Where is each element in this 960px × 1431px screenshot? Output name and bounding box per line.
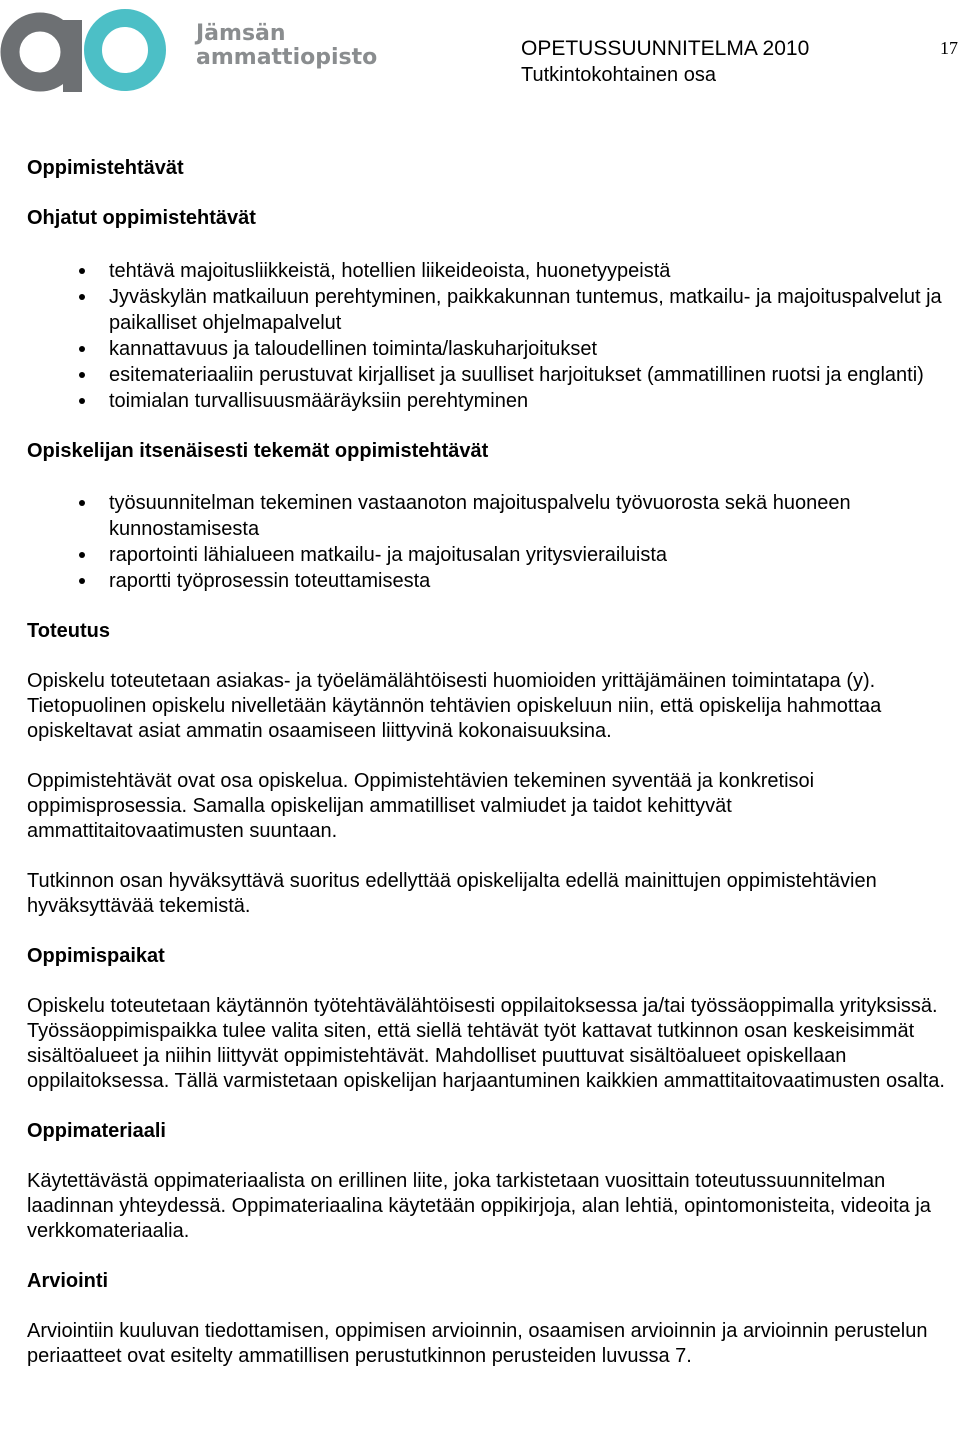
logo-wordmark xyxy=(196,22,377,70)
toteutus-paragraph-1: Opiskelu toteutetaan asiakas- ja työelämälähtöisesti huomioiden yrittäjämäinen toimintatapa (y). Tietopuolinen opiskelu nivelletään käytännön tehtävien opiskeluun niin, että opiskelija hahmottaa opiskeltavat asiat ammatin osaamiseen liittyvinä kokonaisuuksina. xyxy=(27,670,882,742)
list-item: raportointi lähialueen matkailu- ja majoitusalan yritysvierailuista xyxy=(109,542,952,568)
toteutus-paragraph-3: Tutkinnon osan hyväksyttävä suoritus edellyttää opiskelijalta edellä mainittujen oppimistehtävien hyväksyttävää tekemistä. xyxy=(27,870,877,917)
heading-oppimistehtavat: Oppimistehtävät xyxy=(27,157,184,179)
list-item: Jyväskylän matkailuun perehtyminen, paikkakunnan tuntemus, matkailu- ja majoituspalvelut ja paikalliset ohjelmapalvelut xyxy=(109,284,952,336)
list-item: toimialan turvallisuusmääräyksiin perehtyminen xyxy=(109,388,952,414)
logo-mark-icon xyxy=(0,0,170,100)
heading-itsenaiset: Opiskelijan itsenäisesti tekemät oppimistehtävät xyxy=(27,440,489,462)
heading-ohjatut: Ohjatut oppimistehtävät xyxy=(27,207,256,229)
heading-oppimateriaali: Oppimateriaali xyxy=(27,1120,166,1142)
toteutus-paragraph-2: Oppimistehtävät ovat osa opiskelua. Oppimistehtävien tekeminen syventää ja konkretisoi oppimisprosessia. Samalla opiskelijan ammatilliset valmiudet ja taidot kehittyvät ammattitaitovaatimusten suuntaan. xyxy=(27,770,815,842)
heading-arviointi: Arviointi xyxy=(27,1270,109,1292)
logo-line-1: Jämsän xyxy=(196,21,286,46)
heading-toteutus: Toteutus xyxy=(27,620,110,642)
list-item: esitemateriaaliin perustuvat kirjalliset ja suulliset harjoitukset (ammatillinen ruotsi ja englanti) xyxy=(109,362,952,388)
list-item: raportti työprosessin toteuttamisesta xyxy=(109,568,952,594)
list-item: kannattavuus ja taloudellinen toiminta/laskuharjoitukset xyxy=(109,336,952,362)
page-number: 17 xyxy=(940,38,958,58)
jamsan-ammattiopisto-logo xyxy=(0,0,378,100)
oppimateriaali-paragraph: Käytettävästä oppimateriaalista on erillinen liite, joka tarkistetaan vuosittain toteutussuunnitelman laadinnan yhteydessä. Oppimateriaalina käytetään oppikirjoja, alan lehtiä, opintomonisteita, videoita ja verkkomateriaalia. xyxy=(27,1170,931,1242)
ohjatut-list xyxy=(27,258,952,414)
document-subtitle: Tutkintokohtainen osa xyxy=(521,64,716,86)
logo-line-2: ammattiopisto xyxy=(196,45,378,70)
document-title: OPETUSSUUNNITELMA 2010 xyxy=(521,37,810,60)
heading-oppimispaikat: Oppimispaikat xyxy=(27,945,165,967)
itsenaiset-list xyxy=(27,490,952,594)
list-item: tehtävä majoitusliikkeistä, hotellien liikeideoista, huonetyypeistä xyxy=(109,258,952,284)
document-body xyxy=(27,156,952,1369)
arviointi-paragraph: Arviointiin kuuluvan tiedottamisen, oppimisen arvioinnin, osaamisen arvioinnin ja arvioinnin perustelun periaatteet ovat esitelty ammatillisen perustutkinnon perusteiden luvussa 7. xyxy=(27,1320,928,1367)
list-item: työsuunnitelman tekeminen vastaanoton majoituspalvelu työvuorosta sekä huoneen kunnostamisesta xyxy=(109,490,952,542)
oppimispaikat-paragraph: Opiskelu toteutetaan käytännön työtehtävälähtöisesti oppilaitoksessa ja/tai työssäoppimalla yrityksissä. Työssäoppimispaikka tulee valita siten, että siellä tehtävät työt kattavat tutkinnon osan keskeisimmät sisältöalueet ja niihin liittyvät oppimistehtävät. Mahdolliset puuttuvat sisältöalueet opiskellaan oppilaitoksessa. Tällä varmistetaan opiskelijan harjaantuminen kaikkien ammattitaitovaatimusten osalta. xyxy=(27,995,945,1092)
